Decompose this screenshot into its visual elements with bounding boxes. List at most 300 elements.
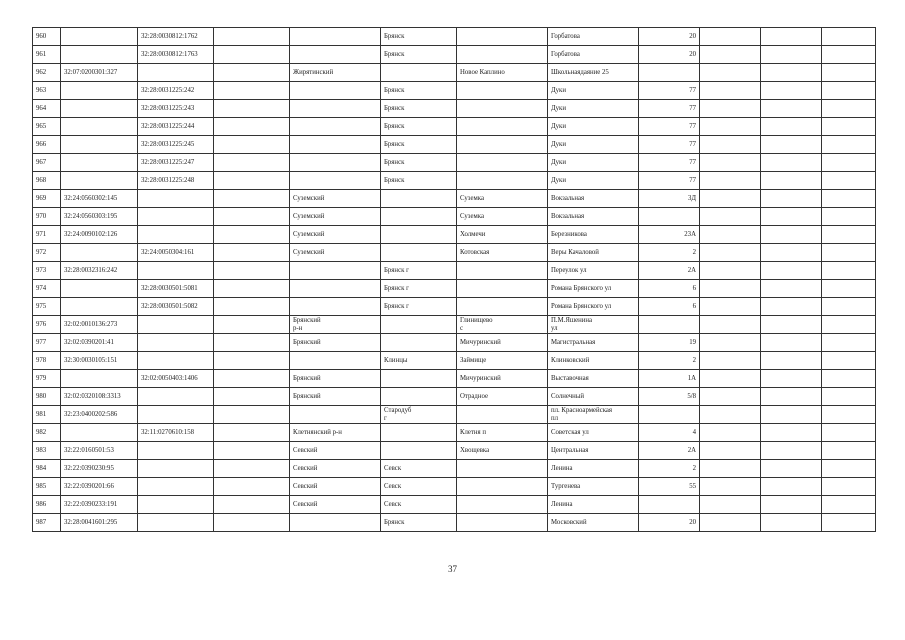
table-cell: 32:22:0390230:95 bbox=[61, 460, 138, 478]
table-cell bbox=[822, 514, 876, 532]
page-number: 37 bbox=[448, 564, 457, 574]
table-cell: 1А bbox=[639, 370, 700, 388]
table-cell bbox=[214, 244, 290, 262]
table-cell bbox=[761, 478, 822, 496]
table-cell: 32:22:0390233:191 bbox=[61, 496, 138, 514]
table-cell bbox=[700, 208, 761, 226]
table-cell bbox=[761, 316, 822, 334]
table-cell: 984 bbox=[33, 460, 61, 478]
table-cell: 32:24:0050304:161 bbox=[138, 244, 214, 262]
table-cell: 32:02:0390201:41 bbox=[61, 334, 138, 352]
table-cell: 32:28:0031225:242 bbox=[138, 82, 214, 100]
table-cell bbox=[822, 154, 876, 172]
table-cell bbox=[457, 280, 548, 298]
table-cell bbox=[700, 496, 761, 514]
table-cell: 971 bbox=[33, 226, 61, 244]
table-cell: 32:28:0031225:243 bbox=[138, 100, 214, 118]
table-cell: Центральная bbox=[548, 442, 639, 460]
table-cell: 5/8 bbox=[639, 388, 700, 406]
table-cell: Советская ул bbox=[548, 424, 639, 442]
table-cell bbox=[214, 208, 290, 226]
table-cell bbox=[822, 28, 876, 46]
table-cell bbox=[761, 424, 822, 442]
table-cell bbox=[61, 244, 138, 262]
table-cell bbox=[822, 100, 876, 118]
table-cell: 32:24:0560302:145 bbox=[61, 190, 138, 208]
table-cell bbox=[457, 136, 548, 154]
table-cell bbox=[290, 514, 381, 532]
table-cell: 965 bbox=[33, 118, 61, 136]
table-cell bbox=[138, 226, 214, 244]
table-cell: Магистральная bbox=[548, 334, 639, 352]
table-row bbox=[33, 64, 876, 82]
table-cell: 32:28:0030501:5081 bbox=[138, 280, 214, 298]
table-cell bbox=[822, 244, 876, 262]
table-row bbox=[33, 424, 876, 442]
table-cell bbox=[822, 316, 876, 334]
table-cell: 77 bbox=[639, 172, 700, 190]
table-cell bbox=[138, 388, 214, 406]
table-cell: Дуки bbox=[548, 136, 639, 154]
table-row bbox=[33, 370, 876, 388]
table-cell: Брянск bbox=[381, 118, 457, 136]
table-cell bbox=[761, 514, 822, 532]
table-cell: 4 bbox=[639, 424, 700, 442]
table-cell bbox=[761, 82, 822, 100]
table-row bbox=[33, 154, 876, 172]
table-cell: 32:02:0050403:1406 bbox=[138, 370, 214, 388]
table-cell bbox=[457, 298, 548, 316]
table-cell bbox=[761, 100, 822, 118]
table-cell: Брянск bbox=[381, 82, 457, 100]
table-row bbox=[33, 100, 876, 118]
table-cell bbox=[822, 82, 876, 100]
table-cell: 55 bbox=[639, 478, 700, 496]
table-cell bbox=[639, 406, 700, 424]
table-cell bbox=[61, 82, 138, 100]
table-row bbox=[33, 28, 876, 46]
table-cell: Суземский bbox=[290, 208, 381, 226]
table-cell: Горбатова bbox=[548, 28, 639, 46]
table-cell: Мичуринский bbox=[457, 334, 548, 352]
table-cell: Веры Качаловой bbox=[548, 244, 639, 262]
table-cell: Севск bbox=[381, 478, 457, 496]
table-cell bbox=[761, 118, 822, 136]
table-row bbox=[33, 190, 876, 208]
table-cell bbox=[700, 46, 761, 64]
table-cell bbox=[138, 442, 214, 460]
table-row bbox=[33, 136, 876, 154]
table-cell: 3Д bbox=[639, 190, 700, 208]
table-cell bbox=[138, 496, 214, 514]
table-cell: Переулок ул bbox=[548, 262, 639, 280]
table-cell: пл. Красноармейская пл bbox=[548, 406, 639, 424]
table-cell bbox=[381, 370, 457, 388]
table-cell bbox=[761, 280, 822, 298]
table-cell bbox=[290, 352, 381, 370]
table-cell bbox=[700, 406, 761, 424]
table-cell bbox=[214, 388, 290, 406]
table-cell bbox=[138, 316, 214, 334]
table-cell: Севск bbox=[381, 460, 457, 478]
table-cell bbox=[290, 100, 381, 118]
table-cell: Брянск bbox=[381, 154, 457, 172]
table-cell: 32:28:0030501:5082 bbox=[138, 298, 214, 316]
table-cell bbox=[290, 280, 381, 298]
table-cell bbox=[457, 172, 548, 190]
table-cell bbox=[700, 82, 761, 100]
table-cell bbox=[761, 244, 822, 262]
table-row bbox=[33, 226, 876, 244]
table-cell bbox=[700, 154, 761, 172]
table-cell: 966 bbox=[33, 136, 61, 154]
table-row bbox=[33, 514, 876, 532]
table-cell bbox=[761, 154, 822, 172]
table-cell: 77 bbox=[639, 136, 700, 154]
table-cell: 978 bbox=[33, 352, 61, 370]
table-cell: 32:22:0160501:53 bbox=[61, 442, 138, 460]
table-cell: Романа Брянского ул bbox=[548, 298, 639, 316]
table-cell bbox=[822, 136, 876, 154]
table-cell: Севский bbox=[290, 442, 381, 460]
table-cell: Тургенева bbox=[548, 478, 639, 496]
table-cell: Брянск bbox=[381, 514, 457, 532]
table-cell bbox=[822, 190, 876, 208]
table-cell: Брянск bbox=[381, 46, 457, 64]
table-row bbox=[33, 442, 876, 460]
table-cell: Брянский bbox=[290, 388, 381, 406]
table-row bbox=[33, 244, 876, 262]
table-cell bbox=[214, 496, 290, 514]
table-cell: 20 bbox=[639, 514, 700, 532]
table-cell bbox=[822, 460, 876, 478]
table-cell bbox=[700, 262, 761, 280]
table-cell: 32:22:0390201:66 bbox=[61, 478, 138, 496]
table-cell: Брянск bbox=[381, 136, 457, 154]
table-cell bbox=[214, 172, 290, 190]
table-cell bbox=[214, 118, 290, 136]
table-cell bbox=[61, 28, 138, 46]
table-cell: Брянск bbox=[381, 172, 457, 190]
table-cell: Выставочная bbox=[548, 370, 639, 388]
table-cell: Клинцы bbox=[381, 352, 457, 370]
table-cell bbox=[457, 262, 548, 280]
table-cell: Дуки bbox=[548, 154, 639, 172]
table-cell bbox=[822, 46, 876, 64]
table-cell bbox=[761, 226, 822, 244]
table-cell bbox=[761, 190, 822, 208]
table-cell: Романа Брянского ул bbox=[548, 280, 639, 298]
table-row bbox=[33, 478, 876, 496]
table-cell bbox=[700, 316, 761, 334]
table-cell bbox=[761, 388, 822, 406]
table-cell: 77 bbox=[639, 82, 700, 100]
table-cell bbox=[381, 316, 457, 334]
table-cell bbox=[761, 136, 822, 154]
table-cell bbox=[700, 370, 761, 388]
table-cell bbox=[822, 334, 876, 352]
table-cell bbox=[457, 514, 548, 532]
table-row bbox=[33, 316, 876, 334]
table-cell bbox=[138, 208, 214, 226]
table-cell bbox=[61, 154, 138, 172]
table-cell bbox=[761, 496, 822, 514]
table-cell: Брянский bbox=[290, 334, 381, 352]
table-cell: 2 bbox=[639, 244, 700, 262]
table-cell bbox=[214, 262, 290, 280]
table-cell: 77 bbox=[639, 100, 700, 118]
table-cell bbox=[214, 316, 290, 334]
table-cell: 32:28:0031225:247 bbox=[138, 154, 214, 172]
table-cell: Севский bbox=[290, 496, 381, 514]
table-cell: Клетня п bbox=[457, 424, 548, 442]
table-cell bbox=[700, 388, 761, 406]
table-cell bbox=[700, 424, 761, 442]
table-cell: Школьнаядаяние 25 bbox=[548, 64, 639, 82]
table-cell bbox=[700, 190, 761, 208]
table-cell bbox=[457, 154, 548, 172]
table-cell bbox=[290, 154, 381, 172]
table-row bbox=[33, 298, 876, 316]
table-cell bbox=[700, 28, 761, 46]
table-cell bbox=[61, 370, 138, 388]
table-cell: Брянский р-н bbox=[290, 316, 381, 334]
table-cell bbox=[822, 208, 876, 226]
table-cell: 962 bbox=[33, 64, 61, 82]
table-cell bbox=[290, 406, 381, 424]
table-cell: П.М.Яшенина ул bbox=[548, 316, 639, 334]
table-cell: Брянск г bbox=[381, 298, 457, 316]
table-cell bbox=[61, 136, 138, 154]
table-row bbox=[33, 82, 876, 100]
table-cell: 964 bbox=[33, 100, 61, 118]
table-cell: 980 bbox=[33, 388, 61, 406]
table-cell bbox=[290, 298, 381, 316]
table-cell: 985 bbox=[33, 478, 61, 496]
table-cell bbox=[138, 334, 214, 352]
table-cell bbox=[761, 46, 822, 64]
table-cell bbox=[639, 316, 700, 334]
table-cell bbox=[214, 298, 290, 316]
table-cell bbox=[761, 442, 822, 460]
table-cell: Севский bbox=[290, 460, 381, 478]
table-cell bbox=[457, 478, 548, 496]
table-cell bbox=[381, 424, 457, 442]
table-cell bbox=[761, 406, 822, 424]
table-cell: 32:30:0030105:151 bbox=[61, 352, 138, 370]
table-cell: Отрадное bbox=[457, 388, 548, 406]
table-cell: Вокзальная bbox=[548, 208, 639, 226]
table-cell: Дуки bbox=[548, 100, 639, 118]
table-cell bbox=[214, 28, 290, 46]
table-cell: Брянск bbox=[381, 28, 457, 46]
table-cell: Вокзальная bbox=[548, 190, 639, 208]
table-cell: Стародуб г bbox=[381, 406, 457, 424]
table-cell bbox=[700, 478, 761, 496]
table-cell bbox=[700, 118, 761, 136]
table-cell bbox=[700, 460, 761, 478]
registry-table bbox=[32, 27, 876, 532]
table-row bbox=[33, 208, 876, 226]
table-cell: 32:24:0560303:195 bbox=[61, 208, 138, 226]
table-cell: 972 bbox=[33, 244, 61, 262]
table-cell bbox=[290, 118, 381, 136]
table-cell bbox=[700, 136, 761, 154]
table-cell: Суземский bbox=[290, 244, 381, 262]
table-cell: Холмечи bbox=[457, 226, 548, 244]
table-cell: Суземка bbox=[457, 208, 548, 226]
table-cell bbox=[700, 100, 761, 118]
table-cell bbox=[61, 100, 138, 118]
table-cell bbox=[822, 478, 876, 496]
table-cell bbox=[214, 514, 290, 532]
table-cell: 981 bbox=[33, 406, 61, 424]
table-cell: Брянск г bbox=[381, 280, 457, 298]
table-cell: 32:28:0041601:295 bbox=[61, 514, 138, 532]
table-cell: Дуки bbox=[548, 82, 639, 100]
table-cell bbox=[761, 370, 822, 388]
table-cell bbox=[822, 118, 876, 136]
table-cell bbox=[381, 244, 457, 262]
table-cell bbox=[457, 118, 548, 136]
table-cell: 2А bbox=[639, 262, 700, 280]
table-cell bbox=[700, 298, 761, 316]
table-cell bbox=[822, 352, 876, 370]
table-cell bbox=[138, 64, 214, 82]
table-cell bbox=[138, 514, 214, 532]
table-cell bbox=[214, 82, 290, 100]
registry-table-body bbox=[33, 28, 876, 532]
table-cell bbox=[214, 478, 290, 496]
table-cell bbox=[700, 442, 761, 460]
table-cell bbox=[457, 100, 548, 118]
table-cell bbox=[822, 442, 876, 460]
table-cell bbox=[639, 208, 700, 226]
table-cell: 6 bbox=[639, 280, 700, 298]
table-cell: Клинковский bbox=[548, 352, 639, 370]
table-cell bbox=[761, 298, 822, 316]
table-cell bbox=[761, 460, 822, 478]
table-row bbox=[33, 406, 876, 424]
table-cell bbox=[290, 46, 381, 64]
table-cell: 32:28:0031225:245 bbox=[138, 136, 214, 154]
table-cell bbox=[381, 208, 457, 226]
table-cell bbox=[761, 262, 822, 280]
table-cell bbox=[138, 478, 214, 496]
table-cell: Займище bbox=[457, 352, 548, 370]
table-cell bbox=[761, 28, 822, 46]
table-row bbox=[33, 118, 876, 136]
table-cell: Суземский bbox=[290, 190, 381, 208]
table-cell bbox=[214, 334, 290, 352]
table-cell: 32:23:0400202:586 bbox=[61, 406, 138, 424]
table-cell bbox=[822, 496, 876, 514]
table-cell: Клетнянский р-н bbox=[290, 424, 381, 442]
table-cell: 2А bbox=[639, 442, 700, 460]
table-cell: 32:02:0010136:273 bbox=[61, 316, 138, 334]
table-cell bbox=[457, 406, 548, 424]
table-cell bbox=[457, 82, 548, 100]
table-cell: 77 bbox=[639, 154, 700, 172]
table-cell: Суземка bbox=[457, 190, 548, 208]
table-row bbox=[33, 262, 876, 280]
table-cell bbox=[61, 118, 138, 136]
table-cell bbox=[822, 424, 876, 442]
table-cell: 968 bbox=[33, 172, 61, 190]
table-cell: Севск bbox=[381, 496, 457, 514]
table-cell: Севский bbox=[290, 478, 381, 496]
table-cell bbox=[214, 100, 290, 118]
table-cell: 976 bbox=[33, 316, 61, 334]
table-cell: Новое Каплино bbox=[457, 64, 548, 82]
table-cell: Горбатова bbox=[548, 46, 639, 64]
table-cell: Березникова bbox=[548, 226, 639, 244]
table-row bbox=[33, 352, 876, 370]
table-row bbox=[33, 172, 876, 190]
table-cell: 32:28:0031225:248 bbox=[138, 172, 214, 190]
table-cell: Брянск bbox=[381, 100, 457, 118]
table-cell: 2 bbox=[639, 460, 700, 478]
table-cell bbox=[381, 388, 457, 406]
table-cell: Ленина bbox=[548, 496, 639, 514]
table-cell: 961 bbox=[33, 46, 61, 64]
table-cell bbox=[214, 64, 290, 82]
table-cell: 973 bbox=[33, 262, 61, 280]
table-cell bbox=[761, 172, 822, 190]
table-cell: Суземский bbox=[290, 226, 381, 244]
table-cell: 32:02:0320108:3313 bbox=[61, 388, 138, 406]
table-cell bbox=[381, 334, 457, 352]
table-cell bbox=[822, 406, 876, 424]
table-cell bbox=[214, 442, 290, 460]
table-cell: 970 bbox=[33, 208, 61, 226]
table-cell: 987 bbox=[33, 514, 61, 532]
table-cell: 77 bbox=[639, 118, 700, 136]
table-cell bbox=[138, 460, 214, 478]
table-cell bbox=[138, 352, 214, 370]
table-row bbox=[33, 334, 876, 352]
table-cell bbox=[61, 172, 138, 190]
table-cell: 32:24:0090102:126 bbox=[61, 226, 138, 244]
table-cell bbox=[290, 82, 381, 100]
table-row bbox=[33, 388, 876, 406]
table-cell: 6 bbox=[639, 298, 700, 316]
table-cell bbox=[700, 334, 761, 352]
table-cell: 967 bbox=[33, 154, 61, 172]
table-cell bbox=[290, 172, 381, 190]
table-cell bbox=[214, 460, 290, 478]
table-cell bbox=[639, 496, 700, 514]
table-cell bbox=[214, 190, 290, 208]
table-cell bbox=[639, 64, 700, 82]
table-cell bbox=[700, 514, 761, 532]
table-cell: Ленина bbox=[548, 460, 639, 478]
table-cell: 986 bbox=[33, 496, 61, 514]
table-cell: Брянский bbox=[290, 370, 381, 388]
table-cell bbox=[214, 352, 290, 370]
table-cell bbox=[381, 190, 457, 208]
table-cell bbox=[381, 64, 457, 82]
table-cell: 977 bbox=[33, 334, 61, 352]
table-cell bbox=[822, 388, 876, 406]
table-cell: 32:28:0030812:1763 bbox=[138, 46, 214, 64]
table-cell bbox=[214, 136, 290, 154]
table-cell: 20 bbox=[639, 46, 700, 64]
table-cell: 963 bbox=[33, 82, 61, 100]
table-cell bbox=[822, 262, 876, 280]
table-cell bbox=[138, 406, 214, 424]
table-cell: Мичуринский bbox=[457, 370, 548, 388]
